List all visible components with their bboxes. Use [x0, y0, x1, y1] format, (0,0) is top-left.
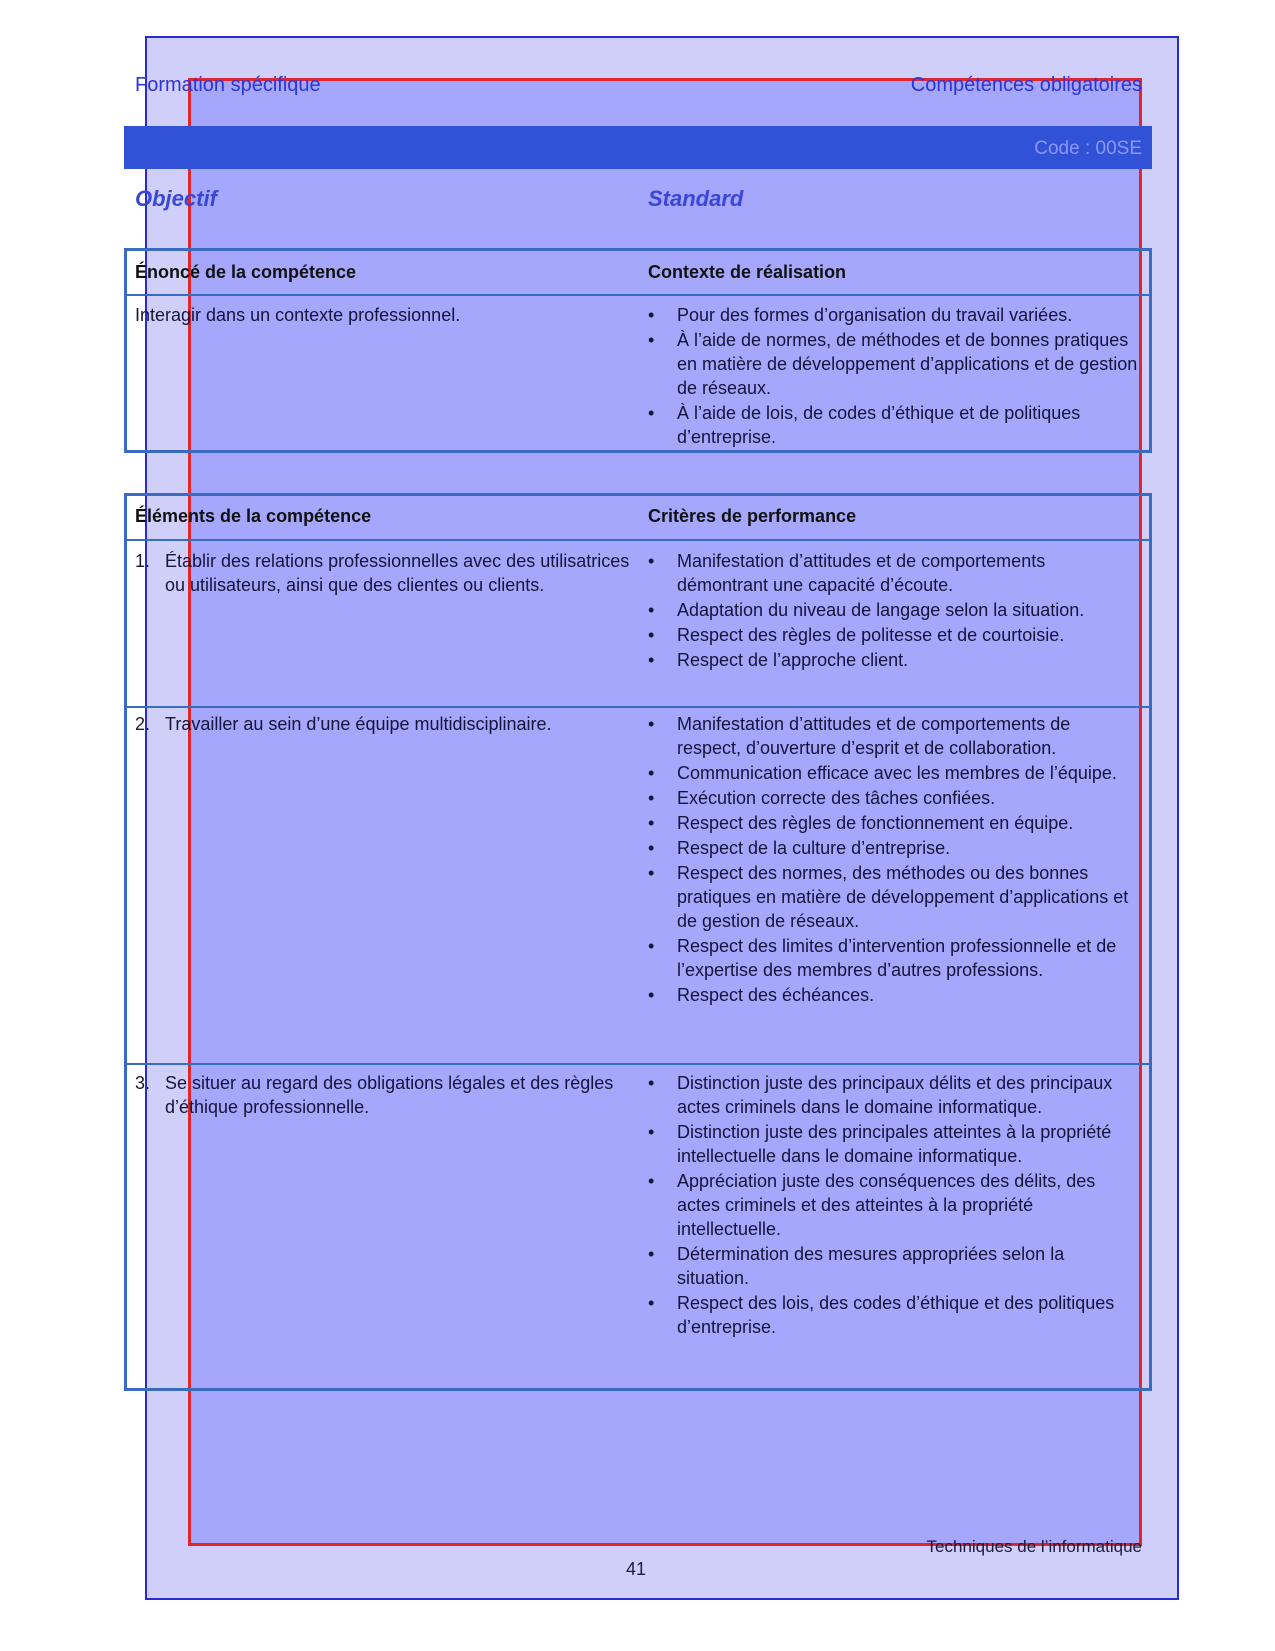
context-header: Contexte de réalisation	[648, 262, 847, 282]
criteria-list	[648, 549, 1138, 673]
standard-label: Standard	[648, 186, 744, 211]
criteria-header: Critères de performance	[648, 506, 857, 526]
criteria-list	[648, 1071, 1138, 1340]
list-item: • Respect de l’approche client.	[648, 648, 1138, 672]
list-item: • Respect des lois, des codes d’éthique et des politiques d’entreprise.	[648, 1291, 1138, 1339]
element-number: 3.	[135, 1073, 151, 1093]
list-item: • Appréciation juste des conséquences des délits, des actes criminels et des atteintes à la propriété intellectuelle.	[648, 1169, 1138, 1241]
list-item: • Respect des échéances.	[648, 983, 1138, 1007]
divider	[127, 706, 1149, 708]
list-item: • Distinction juste des principaux délits et des principaux actes criminels dans le domaine informatique.	[648, 1071, 1138, 1119]
list-item: • Pour des formes d’organisation du travail variées.	[648, 303, 1138, 327]
competence-statement: Interagir dans un contexte professionnel.	[135, 305, 461, 325]
competence-code: Code : 00SE	[1034, 138, 1142, 159]
list-item: • À l’aide de normes, de méthodes et de bonnes pratiques en matière de développement d’applications et de gestion de réseaux.	[648, 328, 1138, 400]
code-band	[124, 126, 1152, 169]
divider	[127, 1063, 1149, 1065]
elements-header: Éléments de la compétence	[135, 506, 372, 526]
objective-label: Objectif	[135, 186, 217, 211]
statement-header: Énoncé de la compétence	[135, 262, 357, 282]
element-text: Travailler au sein d’une équipe multidisciplinaire.	[165, 714, 552, 734]
list-item: • Exécution correcte des tâches confiées.	[648, 786, 1138, 810]
element-text: Se situer au regard des obligations légales et des règles d’éthique professionnelle.	[165, 1073, 614, 1117]
element-number: 2.	[135, 714, 151, 734]
divider	[127, 294, 1149, 296]
list-item: • Respect de la culture d’entreprise.	[648, 836, 1138, 860]
list-item: • Respect des règles de fonctionnement en équipe.	[648, 811, 1138, 835]
header-competence-type: Compétences obligatoires	[910, 74, 1142, 96]
header-program-section: Formation spécifique	[135, 74, 321, 96]
footer-program: Techniques de l’informatique	[926, 1537, 1142, 1556]
list-item: • Respect des limites d’intervention professionnelle et de l’expertise des membres d’autres professions.	[648, 934, 1138, 982]
element-text: Établir des relations professionnelles avec des utilisatrices ou utilisateurs, ainsi que des clientes ou clients.	[165, 551, 630, 595]
page-number: 41	[626, 1559, 647, 1579]
list-item: • À l’aide de lois, de codes d’éthique et de politiques d’entreprise.	[648, 401, 1138, 449]
element-number: 1.	[135, 551, 151, 571]
list-item: • Communication efficace avec les membres de l’équipe.	[648, 761, 1138, 785]
criteria-list	[648, 712, 1138, 1008]
list-item: • Respect des normes, des méthodes ou des bonnes pratiques en matière de développement d’applications et de gestion de réseaux.	[648, 861, 1138, 933]
list-item: • Distinction juste des principales atteintes à la propriété intellectuelle dans le domaine informatique.	[648, 1120, 1138, 1168]
list-item: • Adaptation du niveau de langage selon la situation.	[648, 598, 1138, 622]
divider	[127, 539, 1149, 541]
list-item: • Respect des règles de politesse et de courtoisie.	[648, 623, 1138, 647]
list-item: • Manifestation d’attitudes et de comportements de respect, d’ouverture d’esprit et de collaboration.	[648, 712, 1138, 760]
context-list	[648, 303, 1138, 450]
list-item: • Détermination des mesures appropriées selon la situation.	[648, 1242, 1138, 1290]
list-item: • Manifestation d’attitudes et de comportements démontrant une capacité d’écoute.	[648, 549, 1138, 597]
